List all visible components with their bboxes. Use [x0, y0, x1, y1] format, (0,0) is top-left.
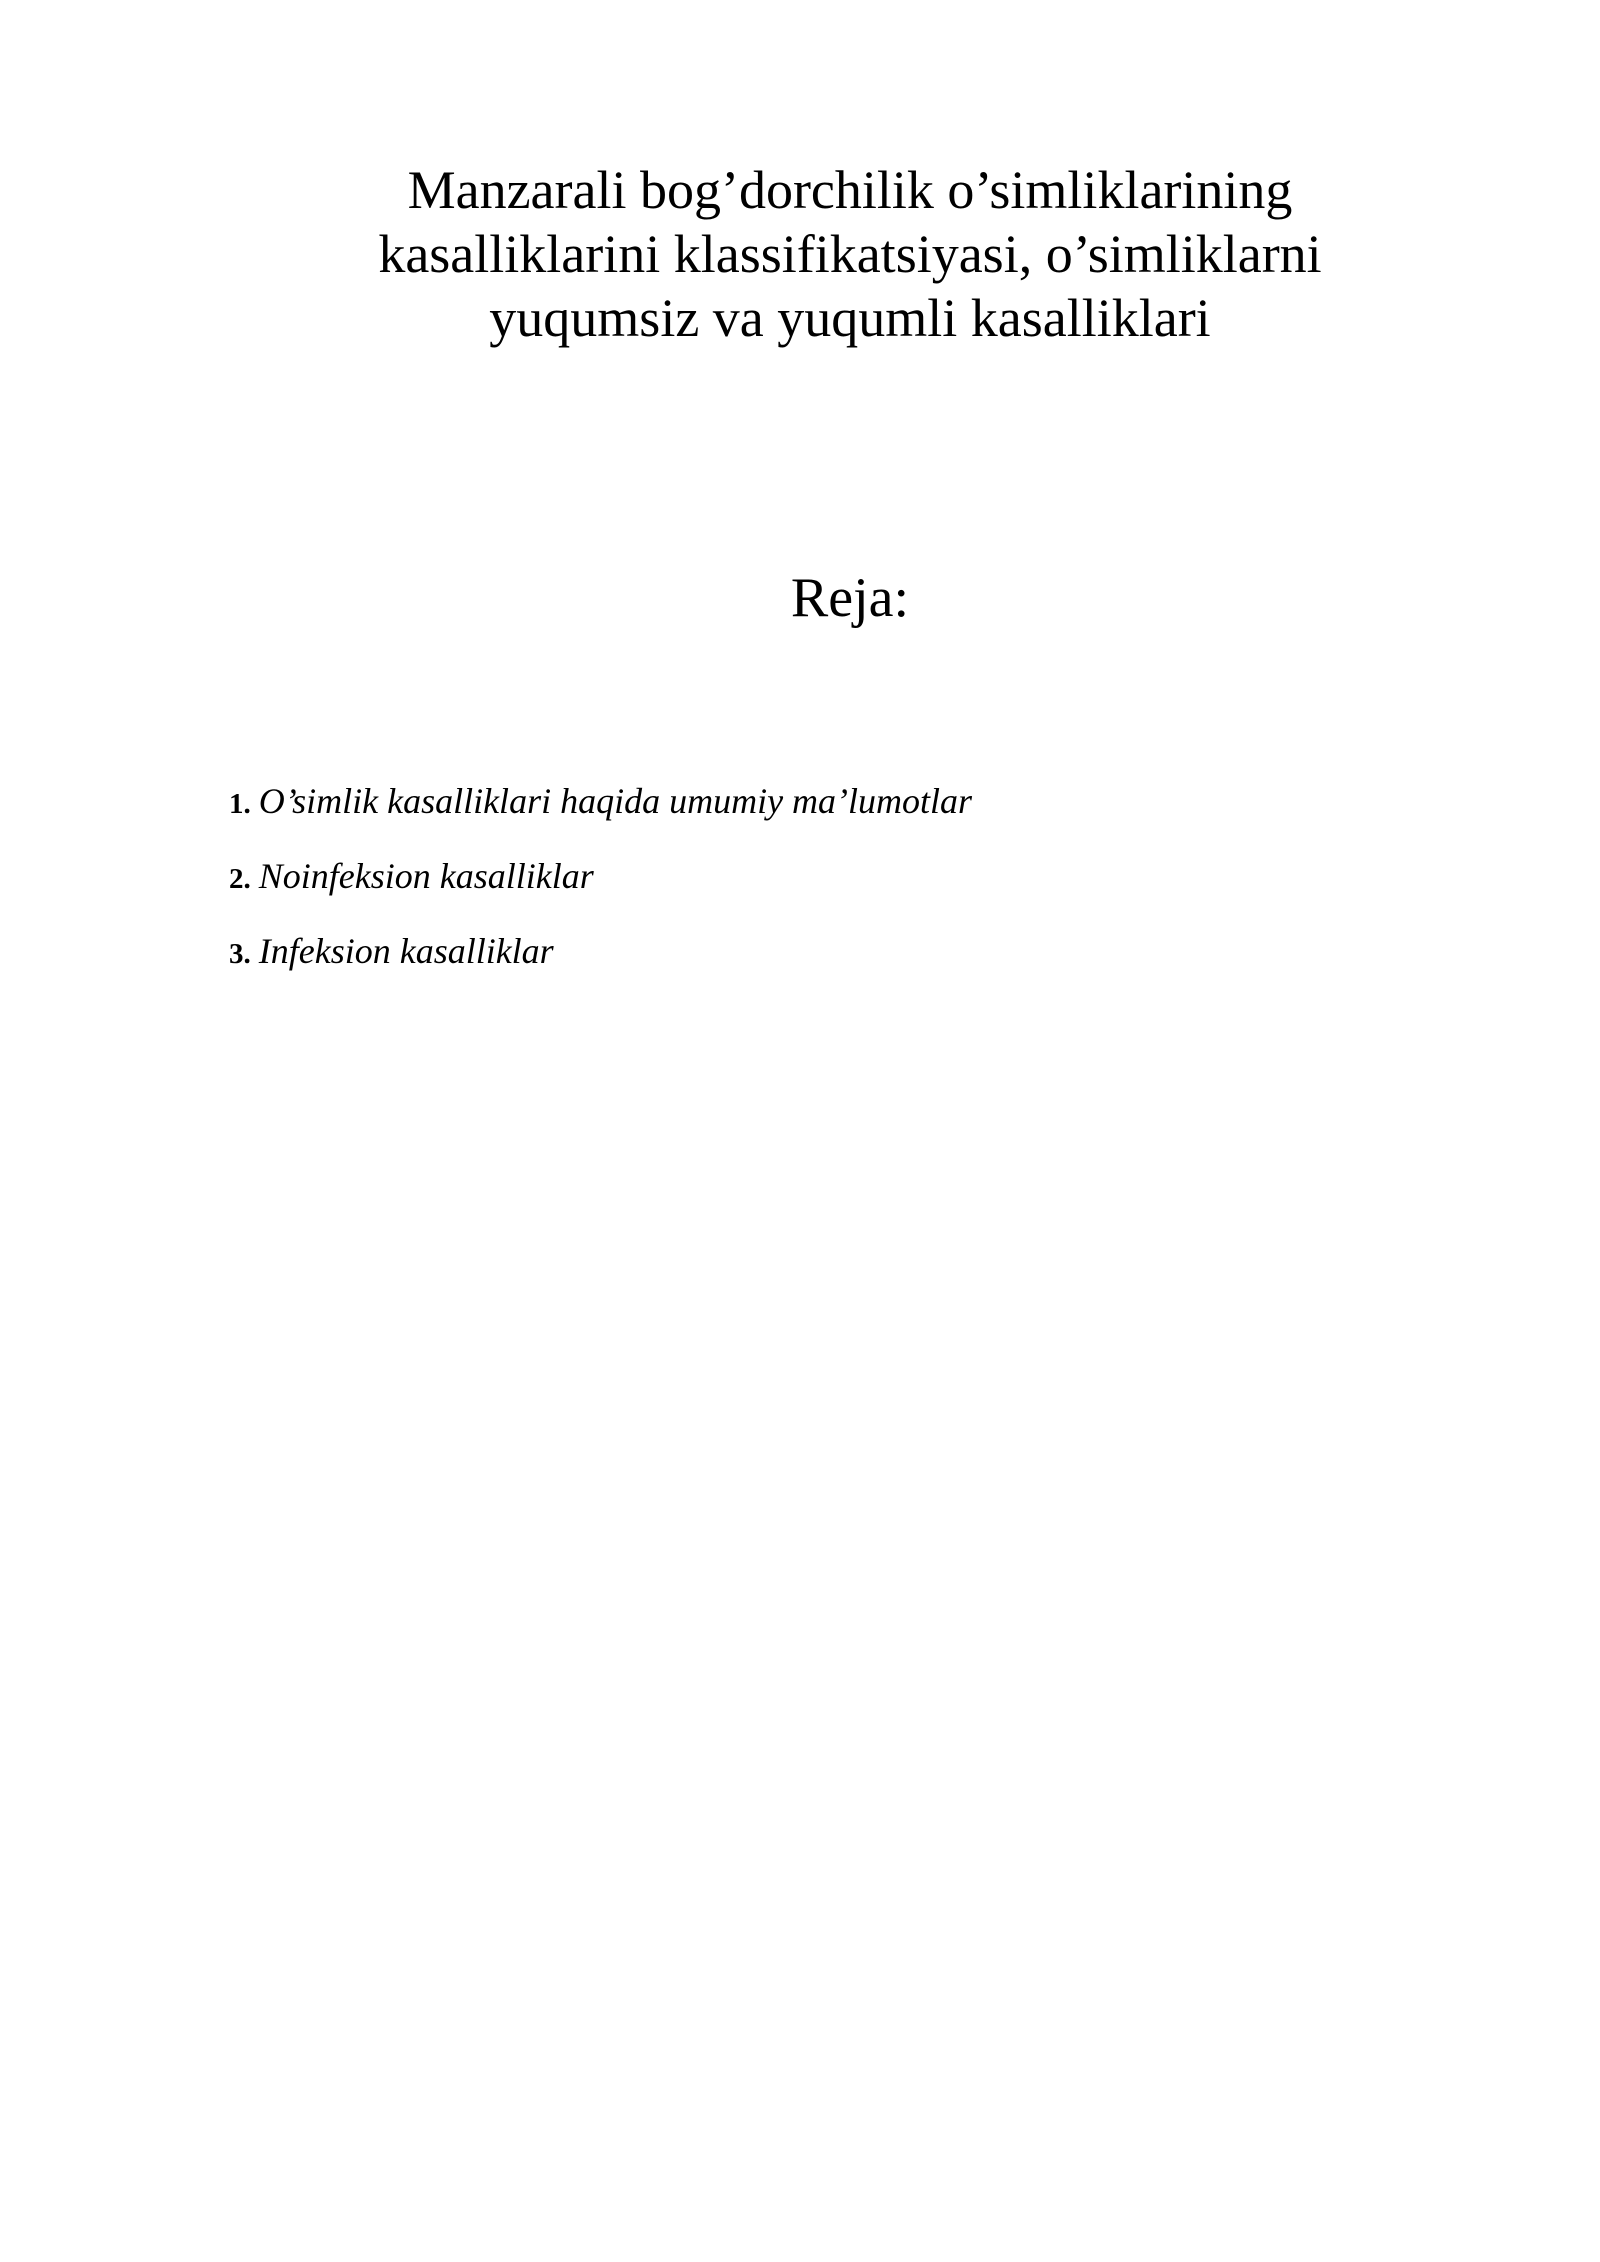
document-title	[300, 158, 1400, 350]
plan-item-text: Infeksion kasalliklar	[258, 931, 554, 971]
title-line-3: yuqumsiz va yuqumli kasalliklari	[489, 288, 1211, 348]
plan-item-text: O’simlik kasalliklari haqida umumiy ma’lumotlar	[258, 781, 973, 821]
plan-item-2	[229, 840, 972, 915]
plan-item-1	[229, 765, 972, 840]
plan-item-number: 2.	[229, 863, 251, 895]
plan-heading: Reja:	[790, 567, 910, 629]
plan-item-number: 3.	[229, 938, 251, 970]
title-line-2: kasalliklarini klassifikatsiyasi, o’simliklarni	[378, 224, 1322, 284]
plan-item-text: Noinfeksion kasalliklar	[258, 856, 594, 896]
plan-item-number: 1.	[229, 788, 251, 820]
plan-list	[229, 765, 972, 990]
plan-item-3	[229, 915, 972, 990]
title-line-1: Manzarali bog’dorchilik o’simliklarining	[407, 160, 1293, 220]
